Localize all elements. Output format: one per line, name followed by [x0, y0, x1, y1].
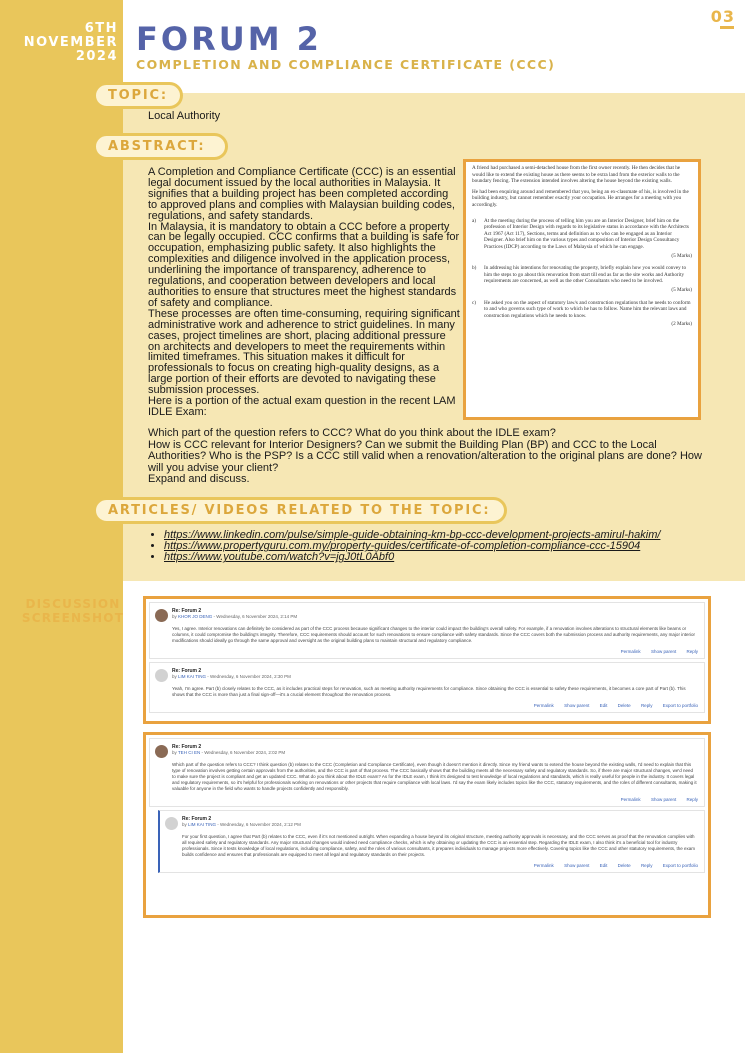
question-text: At the meeting during the process of telling him you are an Interior Designer, brief him on the profession of Interior Design with regards to its legislative status in accordance with the Architects Act 1967 (Act 117), Sections, terms and definition as to who can be engaged as an Interior Designer. Also brief him on the various types and composition of Interior Design Consultancy Practices (IDCP) according to the Laws of Malaysia of which he can engage.	[484, 217, 689, 250]
articles-label: ARTICLES/ VIDEOS RELATED TO THE TOPIC:	[93, 497, 507, 524]
edit-link[interactable]: Edit	[599, 703, 608, 708]
post-date: - Wednesday, 6 November 2024, 2:02 PM	[200, 750, 286, 755]
article-link[interactable]: https://www.linkedin.com/pulse/simple-guide-obtaining-km-bp-ccc-development-projects-amirul-hakim/	[164, 529, 661, 541]
question-marks: (5 Marks)	[671, 286, 692, 293]
post-title: Re: Forum 2	[172, 608, 202, 614]
topic-text: Local Authority	[148, 110, 221, 122]
post-author[interactable]: TEH CI EN	[177, 750, 201, 755]
permalink-link[interactable]: Permalink	[620, 649, 641, 654]
date-month: NOVEMBER	[23, 35, 118, 50]
show-parent-link[interactable]: Show parent	[564, 703, 590, 708]
export-link[interactable]: Export to portfolio	[662, 703, 698, 708]
forum-reply	[158, 810, 705, 873]
date-year: 2024	[75, 49, 118, 64]
post-title: Re: Forum 2	[172, 668, 202, 674]
avatar	[165, 817, 178, 830]
post-date: - Wednesday, 6 November 2024, 2:14 PM	[212, 614, 298, 619]
discussion-screenshot-2	[143, 732, 711, 918]
show-parent-link[interactable]: Show parent	[564, 863, 590, 868]
avatar	[155, 669, 168, 682]
date-day: 6TH	[84, 21, 118, 36]
abstract-paragraph: Here is a portion of the actual exam question in the recent LAM IDLE Exam:	[148, 395, 456, 418]
post-actions	[172, 703, 698, 708]
post-author[interactable]: KHOR JO DENG	[178, 614, 213, 619]
post-date: - Wednesday, 6 November 2024, 2:12 PM	[215, 822, 301, 827]
question-letter: b)	[472, 265, 477, 272]
question-text: He asked you on the aspect of statutory law/s and construction regulations that he needs to conform to and who governs such type of work to which he has to follow. Name him the relevant laws and construction regulations which he needs to know.	[484, 299, 691, 319]
post-title: Re: Forum 2	[172, 744, 202, 750]
avatar	[155, 609, 168, 622]
abstract-paragraph: These processes are often time-consuming, requiring significant administrative work and adherence to strict guidelines. In many cases, project timelines are short, placing additional pressure on architects and developers to meet the requirements within limited timeframes. This situation makes it difficult for professionals to focus on creating high-quality designs, as a large portion of their efforts are devoted to navigating these submission processes.	[148, 307, 460, 397]
page-number: 03	[710, 7, 735, 26]
reply-link[interactable]: Reply	[640, 863, 653, 868]
forum-post	[149, 662, 705, 713]
show-parent-link[interactable]: Show parent	[650, 649, 677, 654]
post-by: by	[182, 822, 187, 827]
article-link[interactable]: https://www.propertyguru.com.my/property-guides/certificate-of-completion-compliance-ccc-15904	[164, 540, 641, 553]
question-text: In addressing his intentions for renovating the property, briefly explain how you would convey to him the steps to go about this renovation from start till end as far as the site works and Authority requirements are concerned, as well as the other Consultants who need to be involved.	[484, 265, 687, 285]
discussion-questions	[148, 428, 708, 486]
discussion-label-line: DISCUSSION	[25, 597, 121, 611]
discussion-screenshot-label	[18, 597, 128, 625]
discussion-screenshot-1	[143, 596, 711, 724]
exam-intro: He had been enquiring around and remembered that you, being an ex-classmate of his, is involved in the building industry, but cannot remember exactly your occupation. He arranges for a meeting with you accordingly.	[472, 188, 689, 208]
discussion-label-line: SCREENSHOT	[21, 611, 125, 625]
question-line: How is CCC relevant for Interior Designers? Can we submit the Building Plan (BP) and CCC to the Local Authorities? Who is the PSP? Is a CCC still valid when a renovation/alteration to the original plans are done? How will you advise your client?	[148, 438, 702, 474]
permalink-link[interactable]: Permalink	[533, 703, 554, 708]
article-link[interactable]: https://www.youtube.com/watch?v=jgJ0tL0Abf0	[164, 551, 395, 564]
delete-link[interactable]: Delete	[617, 703, 631, 708]
exam-question-c	[472, 300, 692, 320]
reply-link[interactable]: Reply	[686, 649, 698, 654]
post-meta	[182, 822, 698, 827]
reply-link[interactable]: Reply	[686, 797, 698, 802]
question-line: Expand and discuss.	[148, 473, 250, 485]
post-body: For your first question, I agree that Part (b) relates to the CCC, even if it's not mentioned outright. When expanding a house beyond its original structure, meeting authority approvals is necessary, and the CCC serves as proof that the renovation complies with all required safety and regulatory standards. Any major structural changes would indeed need compliance checks, which is why obtaining or updating the CCC is an essential step. Regarding the IDLE exam, I also think it's a beneficial tool for industry professionals. Since it tests knowledge of local regulations, including compliance, safety, and the roles of various consultants, it prepares individuals to manage projects more effectively. Covering topics like the CCC and other statutory requirements, the exam builds confidence and ensures that professionals are equipped to meet all legal and regulatory standards on their projects.	[182, 834, 696, 857]
question-line: Which part of the question refers to CCC? What do you think about the IDLE exam?	[148, 427, 556, 439]
reply-link[interactable]: Reply	[640, 703, 653, 708]
page-number-underline	[720, 26, 734, 29]
exam-question-b	[472, 265, 692, 285]
post-body: Yes, I agree. Interior renovations can definitely be considered as part of the CCC process because significant changes to the interior could impact the building's overall safety. For example, if a renovation involves alterations to structural elements like beams or columns, it could compromise the building's integrity. Therefore, CCC requirements should account for such renovations to ensure compliance with safety standards. Since the CCC covers both the submission process and authority requirements, any major interior modifications should ideally go through the same approval and oversight as the original building plans to maintain structural and regulatory compliance.	[172, 626, 695, 643]
permalink-link[interactable]: Permalink	[533, 863, 554, 868]
post-date: - Wednesday, 6 November 2024, 2:30 PM	[205, 674, 291, 679]
post-by: by	[172, 750, 177, 755]
page-subtitle: COMPLETION AND COMPLIANCE CERTIFICATE (CCC)	[136, 57, 556, 72]
show-parent-link[interactable]: Show parent	[650, 797, 677, 802]
permalink-link[interactable]: Permalink	[620, 797, 641, 802]
export-link[interactable]: Export to portfolio	[662, 863, 698, 868]
article-link-item	[164, 552, 660, 563]
abstract-paragraph: A Completion and Compliance Certificate (CCC) is an essential legal document issued by the local authorities in Malaysia. It signifies that a building project has been completed according to approved plans and complies with Malaysian building codes, regulations, and safety standards.	[148, 166, 456, 222]
post-body: Which part of the question refers to CCC? I think question (b) relates to the CCC (Completion and Compliance Certificate), even though it doesn't mention it directly. Since my friend wants to extend the house beyond the existing walls, I'd need to explain that this type of renovation involves getting certain approvals from the authorities, and the CCC is part of that process. The CCC basically shows that the building meets all the necessary safety and regulatory standards. So, if there are major structural changes, we'd need to make sure the project is compliant and get an updated CCC. What do you think about the IDLE exam? As for the IDLE exam, I think it's designed to test knowledge of local regulations and standards, which is really useful for people in the industry. It covers legal and regulatory requirements, so it's helpful for professionals working on renovations or other projects that require compliance with local laws. I'd say the exam likely includes topics like the CCC, statutory requirements, and the roles of different consultants, making it valuable for anyone in the field who wants to handle projects confidently and responsibly.	[172, 762, 697, 791]
question-marks: (5 Marks)	[671, 252, 692, 259]
abstract-body	[148, 167, 460, 418]
post-actions	[172, 797, 698, 802]
forum-post	[149, 738, 705, 807]
post-author[interactable]: LIM KAI TING	[178, 674, 206, 679]
post-actions	[172, 649, 698, 654]
exam-intro: A friend had purchased a semi-detached house from the first owner recently. He then decides that he would like to extend the existing house as there seems to be extra land from the exterior walls to the boundary fencing. The extension intended involves altering the house beyond the existing walls.	[472, 165, 681, 185]
question-marks: (2 Marks)	[671, 321, 692, 328]
delete-link[interactable]: Delete	[617, 863, 631, 868]
avatar	[155, 745, 168, 758]
page-title: FORUM 2	[136, 20, 322, 58]
abstract-label: ABSTRACT:	[93, 133, 228, 160]
post-by: by	[172, 614, 177, 619]
question-letter: a)	[472, 217, 477, 224]
topic-label: TOPIC:	[93, 82, 183, 109]
exam-question-a	[472, 218, 692, 251]
post-meta	[172, 674, 698, 679]
article-links	[164, 530, 660, 564]
question-letter: c)	[472, 299, 477, 306]
forum-post	[149, 602, 705, 659]
post-meta	[172, 614, 698, 619]
date-block	[8, 22, 118, 64]
edit-link[interactable]: Edit	[599, 863, 608, 868]
post-body: Yeah, I'm agree. Part (b) closely relates to the CCC, as it includes practical steps for renovation, such as meeting authority requirements for compliance. Since obtaining the CCC is essential to safety these requirements, it becomes a core part of Part (b). This shows that the CCC is more than just a final sign-off—it's a crucial element throughout the renovation process.	[172, 686, 686, 697]
post-actions	[182, 863, 698, 868]
post-by: by	[172, 674, 177, 679]
abstract-paragraph: In Malaysia, it is mandatory to obtain a CCC before a property can be legally occupied. CCC confirms that a building is safe for occupation, emphasizing public safety. It also highlights the complexities and diligence involved in the application process, underlining the importance of transparency, adherence to regulations, and cooperation between developers and local authorities to ensure that structures meet the highest standards of safety and compliance.	[148, 220, 460, 309]
post-title: Re: Forum 2	[182, 816, 212, 822]
post-meta	[172, 750, 698, 755]
exam-question-image	[463, 159, 701, 420]
post-author[interactable]: LIM KAI TING	[188, 822, 216, 827]
